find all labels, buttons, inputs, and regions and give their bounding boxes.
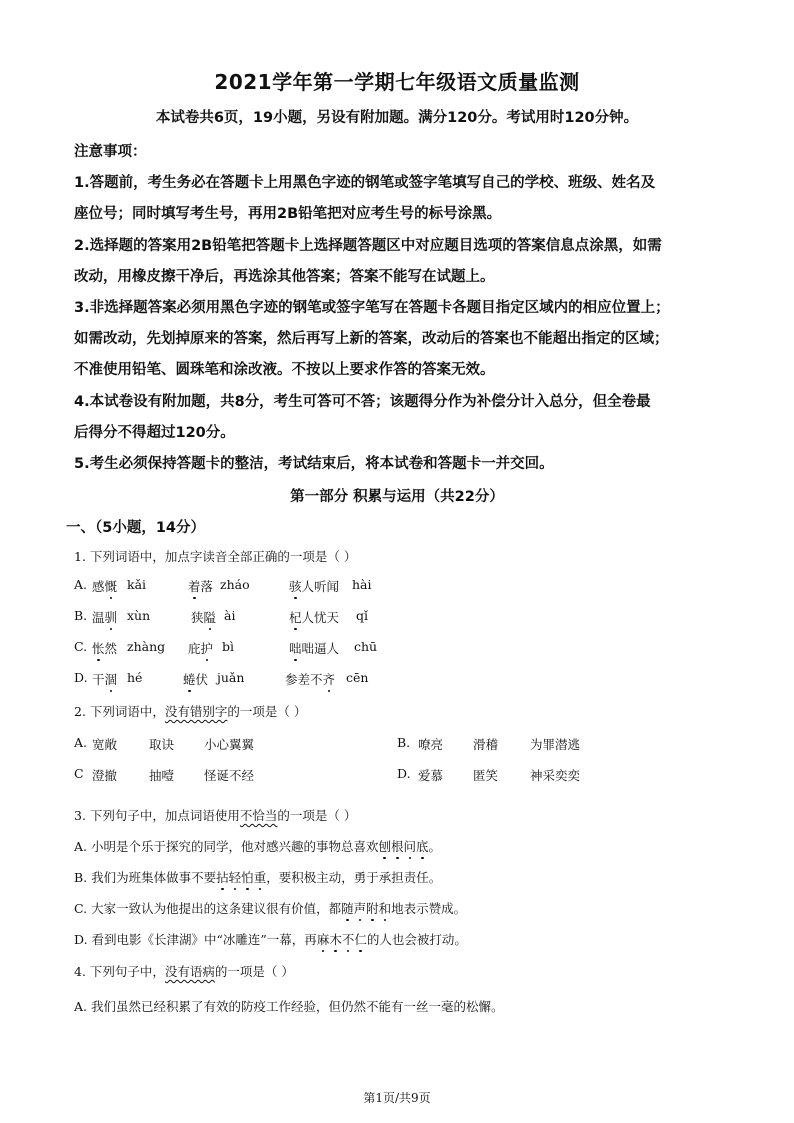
question-2-stem: 2. 下列词语中，没有错别字的一项是（ ） xyxy=(74,704,307,719)
question-1-stem: 1. 下列词语中，加点字读音全部正确的一项是（ ） xyxy=(74,549,357,564)
q3-option: D. 看到电影《长津湖》中“冰雕连”一幕，再麻木不仁的人也会被打动。 xyxy=(74,932,467,947)
question-4-stem: 4. 下列句子中，没有语病的一项是（ ） xyxy=(74,964,294,979)
q1-option-word: 参差不齐 xyxy=(285,672,336,687)
q1-option-pinyin: xùn xyxy=(127,608,151,623)
q1-option-label: D. xyxy=(74,670,88,685)
emphasis-char: 附 xyxy=(366,901,379,916)
q2-option-word: 怪诞不经 xyxy=(204,768,255,783)
q2-option-word: 爱慕 xyxy=(418,768,444,783)
notice-line: 3.非选择题答案必须用黑色字迹的钢笔或签字笔写在答题卡各题目指定区域内的相应位置上； xyxy=(74,300,670,316)
q1-option-pinyin: hé xyxy=(127,670,143,685)
emphasis-char: 刨 xyxy=(378,839,391,854)
q2-option-word: 滑稽 xyxy=(473,737,499,752)
q3-dotted-phrase xyxy=(317,932,367,947)
q2-option-word: 取诀 xyxy=(149,737,175,752)
q3-option: C. 大家一致认为他提出的这条建议很有价值，都随声附和地表示赞成。 xyxy=(74,901,467,916)
section-heading: 一、（5小题，14分） xyxy=(66,520,206,536)
q1-option-pinyin: zhàng xyxy=(127,639,166,654)
q1-option-label: B. xyxy=(74,608,88,623)
q1-option-word: 蜷伏 xyxy=(183,672,209,687)
emphasis-char: 木 xyxy=(329,932,342,947)
q1-option-word: 着落 xyxy=(188,579,214,594)
notice-line: 4.本试卷设有附加题，共8分，考生可答可不答；该题得分作为补偿分计入总分，但全卷最 xyxy=(74,394,651,410)
exam-title: 2021学年第一学期七年级语文质量监测 xyxy=(214,70,580,94)
q1-option-pinyin: bì xyxy=(222,639,234,654)
emphasis-char: 轻 xyxy=(228,870,242,885)
q1-option-pinyin: juǎn xyxy=(217,670,245,685)
q2-option-label: B. xyxy=(397,735,411,750)
q3-option: B. 我们为班集体做事不要拈轻怕重，要积极主动，勇于承担责任。 xyxy=(74,870,442,885)
notice-line: 座位号；同时填写考生号，再用2B铅笔把对应考生号的标号涂黑。 xyxy=(74,206,502,222)
q2-option-word: 嘹亮 xyxy=(418,737,444,752)
question-3-stem: 3. 下列句子中，加点词语使用不恰当的一项是（ ） xyxy=(74,808,357,823)
notice-line: 改动，用橡皮擦干净后，再选涂其他答案；答案不能写在试题上。 xyxy=(74,269,495,285)
q2-option-word: 宽敞 xyxy=(92,737,118,752)
q1-option-pinyin: cēn xyxy=(346,670,369,685)
q1-option-pinyin: hài xyxy=(352,577,372,592)
q1-option-word: 干涸 xyxy=(92,672,118,687)
q1-option-word: 怅然 xyxy=(92,641,118,656)
q1-option-label: A. xyxy=(74,577,88,592)
emphasis-char: 不 xyxy=(341,932,355,947)
q1-option-pinyin: chū xyxy=(354,639,378,654)
q2-option-label: C xyxy=(74,766,84,781)
part-heading: 第一部分 积累与运用（共22分） xyxy=(290,489,504,505)
q2-option-word: 抽噎 xyxy=(149,768,175,783)
emphasis-char: 麻 xyxy=(316,932,330,947)
q1-option-label: C. xyxy=(74,639,88,654)
q1-option-word: 杞人忧天 xyxy=(289,610,340,625)
emphasis-char: 声 xyxy=(353,901,367,916)
q2-option-word: 匿笑 xyxy=(473,768,499,783)
page-footer: 第1页/共9页 xyxy=(363,1091,431,1105)
emphasis-char: 根 xyxy=(391,839,404,854)
q2-option-word: 神采奕奕 xyxy=(530,768,581,783)
q1-option-pinyin: kǎi xyxy=(127,577,147,592)
emphasis-char: 仁 xyxy=(354,932,367,947)
emphasis-char: 和 xyxy=(378,901,392,916)
emphasis-char: 怕 xyxy=(241,870,254,885)
q3-dotted-phrase xyxy=(378,839,428,854)
q2-option-word: 澄撤 xyxy=(92,768,118,783)
exam-subtitle: 本试卷共6页，19小题，另设有附加题。满分120分。考试用时120分钟。 xyxy=(155,110,639,126)
notice-line: 2.选择题的答案用2B铅笔把答题卡上选择题答题区中对应题目选项的答案信息点涂黑，如需 xyxy=(74,238,662,254)
notice-line: 5.考生必须保持答题卡的整洁，考试结束后，将本试卷和答题卡一并交回。 xyxy=(74,456,554,472)
q1-option-word: 庇护 xyxy=(188,641,214,656)
q1-option-word: 温驯 xyxy=(92,610,118,625)
q4-option: A. 我们虽然已经积累了有效的防疫工作经验，但仍然不能有一丝一毫的松懈。 xyxy=(74,999,504,1014)
emphasis-char: 问 xyxy=(403,839,417,854)
q2-option-word: 为罪潜逃 xyxy=(530,737,581,752)
q3-dotted-phrase xyxy=(341,901,391,916)
notice-line: 不准使用铅笔、圆珠笔和涂改液。不按以上要求作答的答案无效。 xyxy=(74,362,495,378)
q1-option-pinyin: ài xyxy=(224,608,236,623)
notice-line: 后得分不得超过120分。 xyxy=(74,425,235,441)
q3-option: A. 小明是个乐于探究的同学，他对感兴趣的事物总喜欢刨根问底。 xyxy=(74,839,442,854)
q1-option-pinyin: qǐ xyxy=(356,608,368,623)
q1-option-word: 感慨 xyxy=(92,579,118,594)
notice-line: 1.答题前，考生务必在答题卡上用黑色字迹的钢笔或签字笔填写自己的学校、班级、姓名及 xyxy=(74,175,656,191)
q1-option-word: 骇人听闻 xyxy=(289,579,340,594)
notice-line: 如需改动，先划掉原来的答案，然后再写上新的答案，改动后的答案也不能超出指定的区域； xyxy=(74,331,669,347)
q2-option-word: 小心翼翼 xyxy=(204,737,255,752)
emphasis-char: 拈 xyxy=(216,870,229,885)
emphasis-char: 底 xyxy=(416,839,429,854)
emphasis-char: 重 xyxy=(253,870,267,885)
q2-option-label: A. xyxy=(74,735,88,750)
q1-option-word: 咄咄逼人 xyxy=(289,641,340,656)
q3-dotted-phrase xyxy=(216,870,266,885)
emphasis-char: 随 xyxy=(341,901,354,916)
q2-option-label: D. xyxy=(397,766,411,781)
notice-heading: 注意事项： xyxy=(74,144,147,160)
q1-option-word: 狭隘 xyxy=(191,610,217,625)
q1-option-pinyin: zháo xyxy=(220,577,250,592)
